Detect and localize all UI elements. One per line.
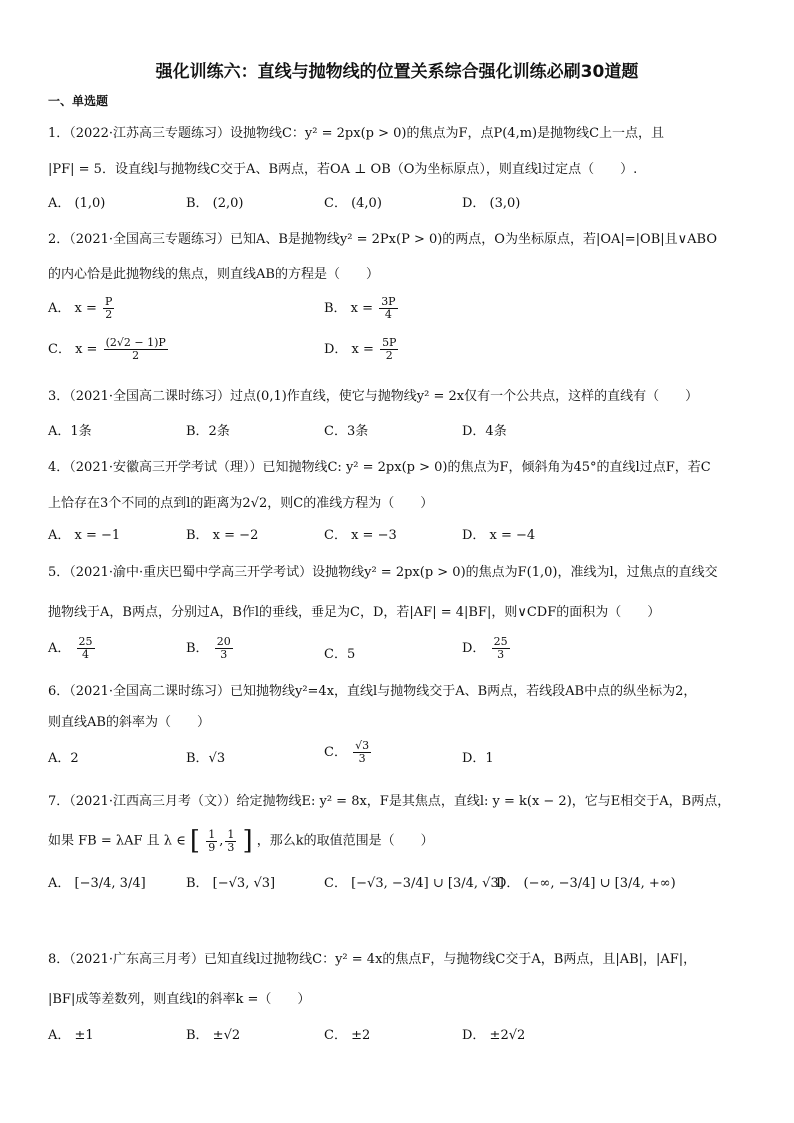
q1-option-d: D． (3,0) [462,196,521,211]
q2-option-d-fraction [380,337,398,362]
q7-interval-upper [225,829,236,854]
q7-option-d: D． (−∞, −3/4] ∪ [3/4, +∞) [496,876,676,891]
q8-option-c: C． ±2 [324,1028,371,1043]
q8-option-b: B． ±√2 [186,1028,241,1043]
q7-right-bracket: ] [242,826,253,856]
q2-line-2: 的内心恰是此抛物线的焦点，则直线AB的方程是（ ） [48,267,379,282]
q7-interval-lower [206,829,217,854]
q2-a-numerator: P [105,295,113,308]
q5-line-1: 5．（2021·渝中·重庆巴蜀中学高三开学考试）设抛物线y² = 2px(p > 0)的焦点为F(1,0)，准线为l，过焦点的直线交 [48,565,718,580]
q6-option-d: D．1 [462,751,494,766]
q7-condition-text: 如果 FB = λAF 且 λ ∈ [48,833,186,849]
q3-option-a: A．1条 [48,424,92,439]
q2-c-denominator: 2 [132,349,140,362]
q2-option-d-prefix: D． x = [324,342,374,357]
q2-b-numerator: 3P [381,295,396,308]
q3-option-d: D．4条 [462,424,507,439]
q3-option-c: C．3条 [324,424,369,439]
q7-left-bracket: [ [189,826,201,856]
q2-a-denominator: 2 [105,308,113,321]
q1-option-c: C． (4,0) [324,196,382,211]
q5-option-a [48,636,97,661]
q2-d-numerator: 5P [382,336,397,349]
q1-option-a: A． (1,0) [48,196,106,211]
q5-line-2: 抛物线于A，B两点，分别过A，B作l的垂线，垂足为C，D，若|AF| = 4|BF|，则∨CDF的面积为（ ） [48,605,661,620]
q7-option-a: A． [−3/4, 3/4] [48,876,146,891]
q2-option-b [324,296,400,321]
q4-line-2: 上恰存在3个不同的点到l的距离为2√2，则C的准线方程为（ ） [48,496,434,511]
section-heading: 一、单选题 [48,94,109,108]
q2-option-a-prefix: A． x = [48,301,97,316]
q4-option-b: B． x = −2 [186,528,259,543]
q5-option-b-prefix: B． [186,641,209,656]
q5-b-numerator: 20 [216,635,231,648]
q7-lower-numerator: 1 [208,827,216,841]
q6-line-1: 6．（2021·全国高二课时练习）已知抛物线y²=4x，直线l与抛物线交于A、B两点，若线段AB中点的纵坐标为2， [48,684,697,699]
q6-option-a: A．2 [48,751,79,766]
page-title: 强化训练六：直线与抛物线的位置关系综合强化训练必刷30道题 [155,62,639,82]
q5-d-denominator: 3 [497,648,505,661]
q5-a-denominator: 4 [82,648,90,661]
q1-option-b: B． (2,0) [186,196,244,211]
q7-question-tail: ，那么k的取值范围是（ ） [256,833,434,849]
q5-option-b-fraction [215,636,233,661]
q2-option-c-prefix: C． x = [48,342,98,357]
q5-option-b [186,636,235,661]
q3-option-b: B．2条 [186,424,230,439]
q7-upper-denominator: 3 [227,840,235,854]
q7-option-b: B． [−√3, √3] [186,876,276,891]
q7-upper-numerator: 1 [227,827,235,841]
q5-b-denominator: 3 [220,648,228,661]
q4-option-c: C． x = −3 [324,528,397,543]
q2-option-b-fraction [379,296,397,321]
q5-option-d [462,636,512,661]
q6-option-b: B．√3 [186,751,226,766]
q5-option-d-fraction [492,636,510,661]
q5-option-a-prefix: A． [48,641,71,656]
q5-option-d-prefix: D． [462,641,486,656]
q2-option-b-prefix: B． x = [324,301,374,316]
q8-option-a: A． ±1 [48,1028,94,1043]
q6-c-numerator: √3 [355,739,370,752]
q2-option-a [48,296,116,321]
q1-line-2: |PF| = 5．设直线l与抛物线C交于A、B两点，若OA ⊥ OB（O为坐标原点），则直线l过定点（ ）. [48,162,638,177]
q2-line-1: 2．（2021·全国高三专题练习）已知A、B是抛物线y² = 2Px(P > 0)的两点，O为坐标原点，若|OA|=|OB|且∨ABO [48,232,717,247]
q5-a-numerator: 25 [78,635,93,648]
q5-option-c: C．5 [324,647,356,662]
q2-c-numerator: (2√2 − 1)P [105,336,166,349]
q1-line-1: 1．（2022·江苏高三专题练习）设抛物线C：y² = 2px(p > 0)的焦点为F，点P(4,m)是抛物线C上一点，且 [48,126,665,141]
q5-d-numerator: 25 [493,635,508,648]
q4-option-d: D． x = −4 [462,528,536,543]
q8-line-1: 8．（2021·广东高三月考）已知直线l过抛物线C：y² = 4x的焦点F，与抛物线C交于A，B两点，且|AB|，|AF|， [48,952,697,967]
q8-line-2: |BF|成等差数列，则直线l的斜率k =（ ） [48,992,311,1007]
q2-option-c-fraction [104,337,168,362]
q7-line-2: 如果 FB = λAF 且 λ ∈ [ $\frac{1}{9}$ , $\frac{1}{3}$ ] ，那么k的取值范围是（ ） [48,826,434,856]
q6-option-c-fraction [353,740,371,765]
q6-line-2: 则直线AB的斜率为（ ） [48,715,210,730]
q7-option-c: C． [−√3, −3/4] ∪ [3/4, √3] [324,876,504,891]
q2-option-a-fraction [103,296,114,321]
q2-d-denominator: 2 [385,349,393,362]
q8-option-d: D． ±2√2 [462,1028,526,1043]
q4-line-1: 4．（2021·安徽高三开学考试（理））已知抛物线C: y² = 2px(p > 0)的焦点为F，倾斜角为45°的直线l过点F，若C [48,460,711,475]
q5-option-a-fraction [77,636,95,661]
q7-line-1: 7．（2021·江西高三月考（文））给定抛物线E: y² = 8x，F是其焦点，直线l: y = k(x − 2)，它与E相交于A，B两点， [48,794,731,809]
q2-option-c [48,337,170,362]
q2-b-denominator: 4 [384,308,392,321]
q7-lower-denominator: 9 [208,840,216,854]
q2-option-d [324,337,400,362]
q6-c-denominator: 3 [358,752,366,765]
q6-option-c [324,740,373,765]
q4-option-a: A． x = −1 [48,528,121,543]
q6-option-c-prefix: C． [324,745,347,760]
q3-line-1: 3．（2021·全国高二课时练习）过点(0,1)作直线，使它与抛物线y² = 2x仅有一个公共点，这样的直线有（ ） [48,389,699,404]
